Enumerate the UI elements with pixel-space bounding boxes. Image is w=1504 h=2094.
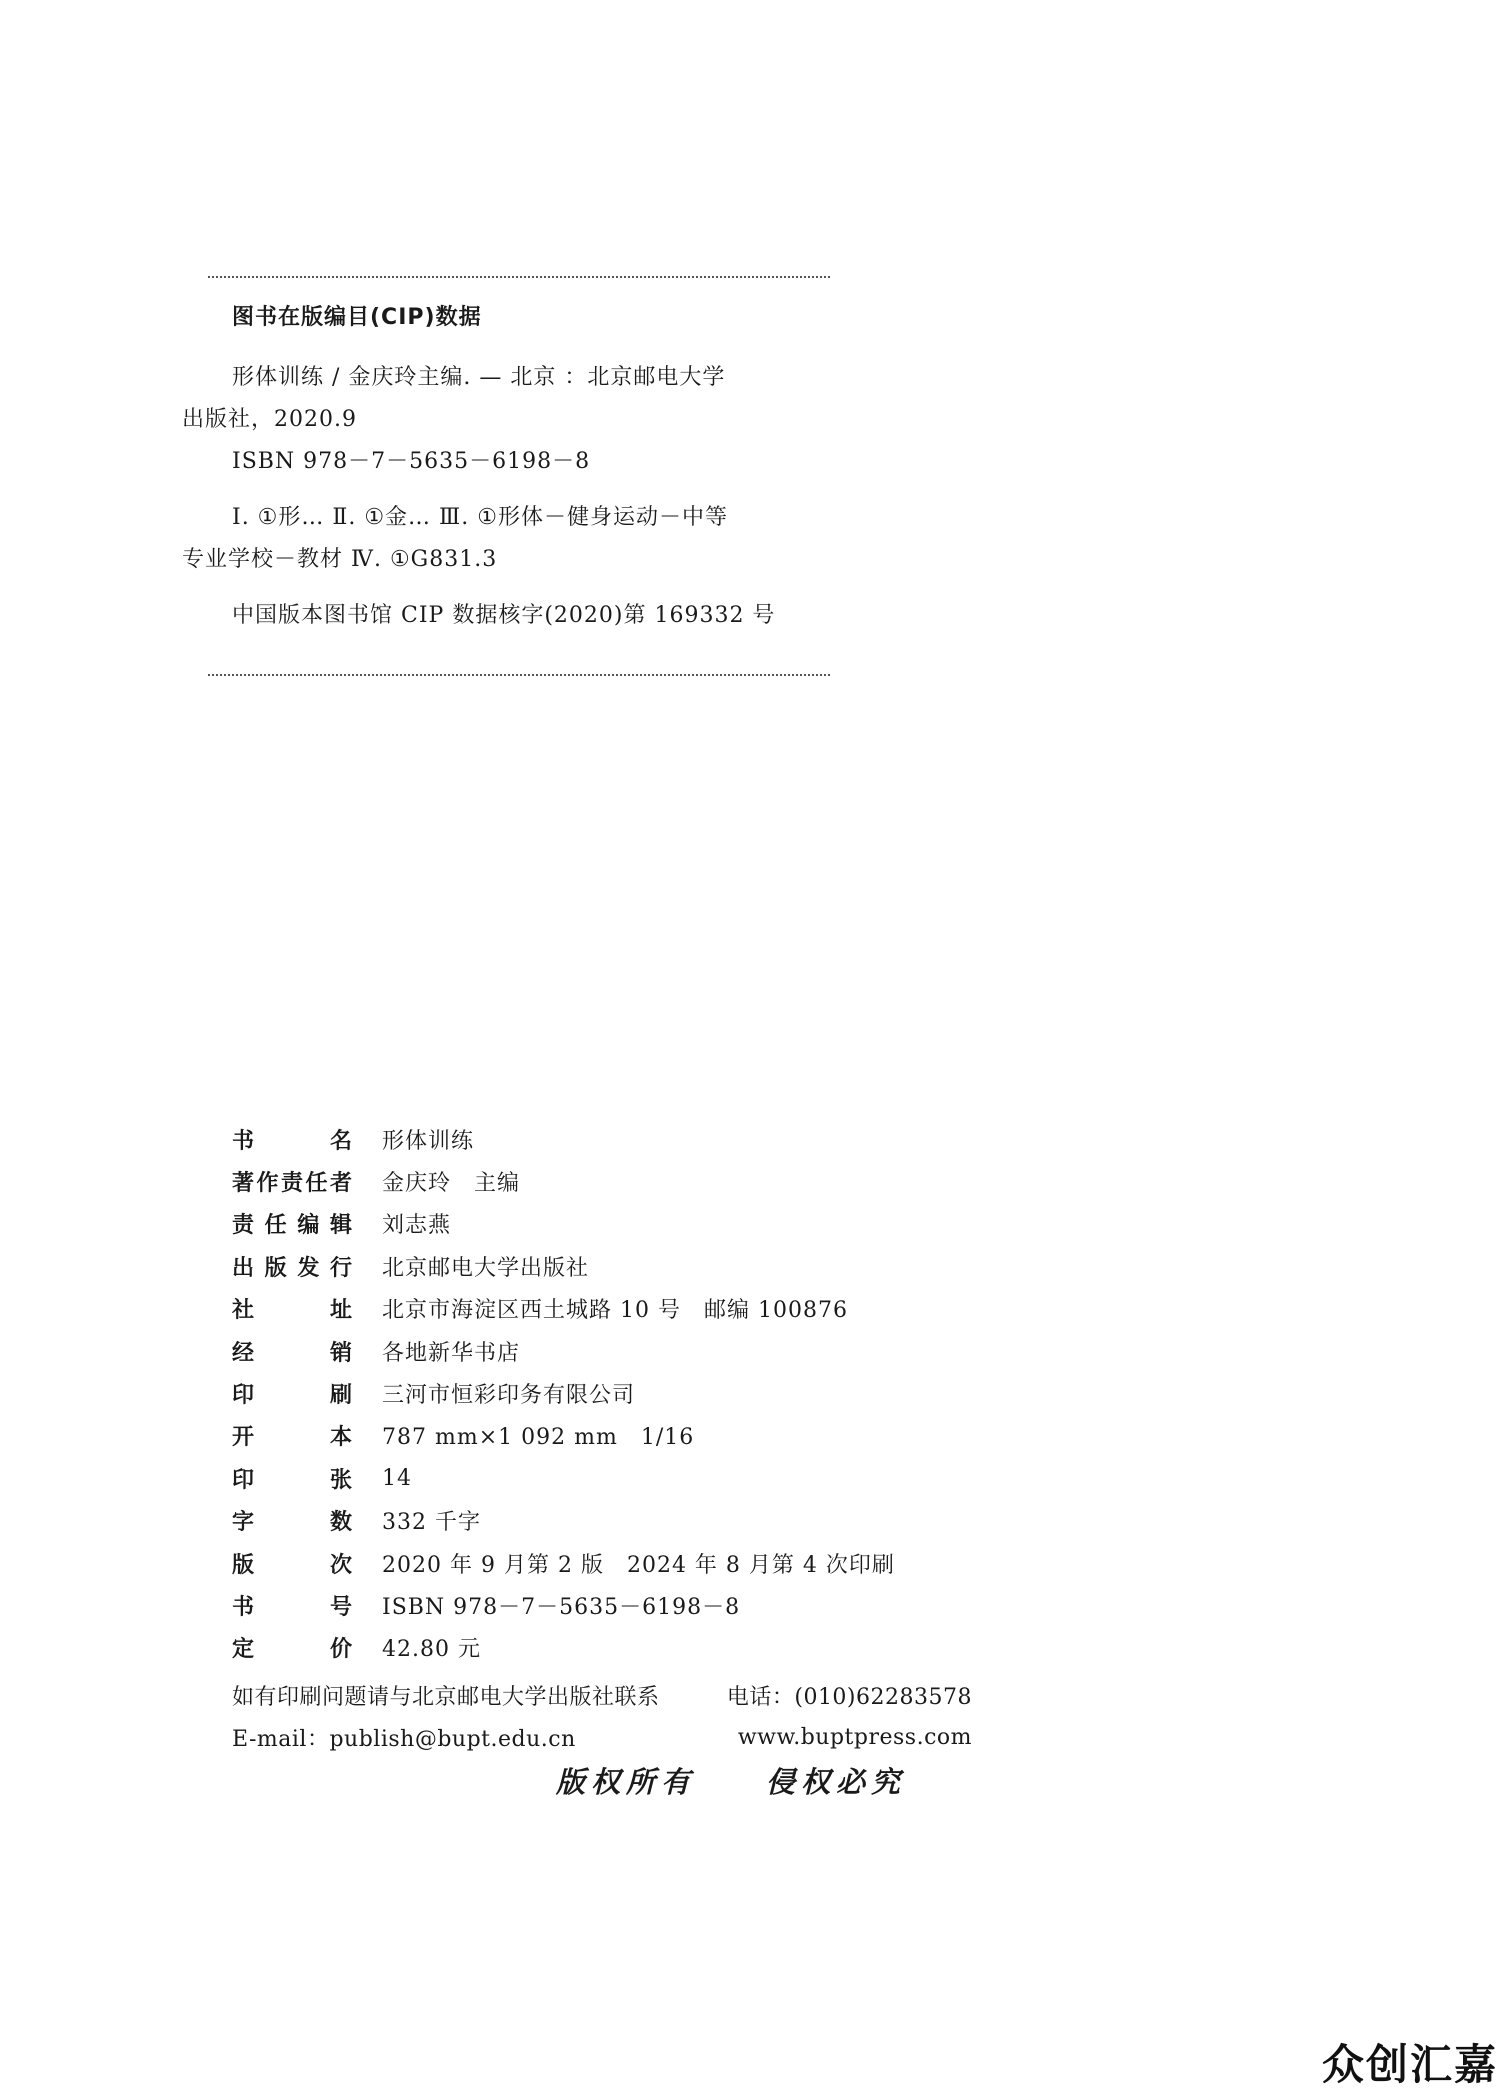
- copyright-notice: [556, 1760, 906, 1801]
- cip-isbn: ISBN 978－7－5635－6198－8: [232, 449, 591, 474]
- copyright-reserved: 版权所有: [556, 1765, 697, 1799]
- info-value: ISBN 978－7－5635－6198－8: [382, 1594, 741, 1620]
- info-row: [232, 1627, 895, 1669]
- info-value: 三河市恒彩印务有限公司: [382, 1383, 636, 1409]
- info-label: 定 价: [232, 1637, 352, 1663]
- info-row: [232, 1372, 895, 1414]
- info-value: 北京市海淀区西土城路 10 号 邮编 100876: [382, 1298, 848, 1324]
- email-address: E-mail：publish@bupt.edu.cn: [232, 1727, 576, 1753]
- website-url: www.buptpress.com: [737, 1725, 972, 1751]
- cip-line-1: 形体训练 / 金庆玲主编. — 北京 ：北京邮电大学: [232, 365, 726, 390]
- cip-bottom-divider: [208, 674, 830, 676]
- info-label: 著 作 责 任 者: [232, 1171, 352, 1197]
- info-value: 北京邮电大学出版社: [382, 1255, 590, 1281]
- watermark: 众创汇嘉: [1321, 2040, 1498, 2089]
- info-value: 42.80 元: [382, 1637, 481, 1663]
- info-value: 金庆玲 主编: [382, 1171, 521, 1197]
- cip-line-2: 出版社，2020.9: [182, 407, 357, 432]
- phone-number: 电话：(010)62283578: [726, 1684, 972, 1710]
- info-row: [232, 1160, 895, 1202]
- info-label: 书 名: [232, 1128, 352, 1154]
- info-row: [232, 1288, 895, 1330]
- info-label: 书 号: [232, 1594, 352, 1620]
- contact-row-1: [232, 1674, 972, 1716]
- info-row: [232, 1500, 895, 1542]
- info-value: 刘志燕: [382, 1213, 452, 1239]
- cip-class-line-2: 专业学校－教材 Ⅳ. ①G831.3: [182, 547, 498, 572]
- contact-row-2: [232, 1716, 972, 1758]
- info-value: 各地新华书店: [382, 1340, 521, 1366]
- info-row: [232, 1245, 895, 1287]
- cip-top-divider: [208, 276, 830, 278]
- info-value: 2020 年 9 月第 2 版 2024 年 8 月第 4 次印刷: [382, 1552, 895, 1578]
- info-value: 形体训练: [382, 1128, 475, 1154]
- cip-title: 图书在版编目(CIP)数据: [232, 305, 482, 330]
- info-label: 社 址: [232, 1298, 352, 1324]
- publication-info-list: [232, 1118, 895, 1669]
- info-row: [232, 1118, 895, 1160]
- info-label: 字 数: [232, 1510, 352, 1536]
- info-label: 出 版 发 行: [232, 1255, 352, 1281]
- info-row: [232, 1457, 895, 1499]
- info-row: [232, 1542, 895, 1584]
- info-label: 印 张: [232, 1467, 352, 1493]
- info-value: 332 千字: [382, 1510, 481, 1536]
- cip-class-line-1: Ⅰ. ①形… Ⅱ. ①金… Ⅲ. ①形体－健身运动－中等: [232, 505, 728, 530]
- info-value: 14: [382, 1465, 412, 1491]
- info-row: [232, 1203, 895, 1245]
- print-issue-note: 如有印刷问题请与北京邮电大学出版社联系: [232, 1684, 660, 1710]
- contact-block: [232, 1674, 972, 1759]
- cip-record: 中国版本图书馆 CIP 数据核字(2020)第 169332 号: [232, 603, 776, 628]
- info-label: 经 销: [232, 1340, 352, 1366]
- info-row: [232, 1584, 895, 1626]
- info-value: 787 mm×1 092 mm 1/16: [382, 1425, 695, 1451]
- info-label: 开 本: [232, 1425, 352, 1451]
- info-label: 版 次: [232, 1552, 352, 1578]
- cip-block: [182, 300, 822, 637]
- info-row: [232, 1415, 895, 1457]
- info-label: 责 任 编 辑: [232, 1213, 352, 1239]
- infringement-warning: 侵权必究: [766, 1765, 907, 1799]
- info-row: [232, 1330, 895, 1372]
- info-label: 印 刷: [232, 1383, 352, 1409]
